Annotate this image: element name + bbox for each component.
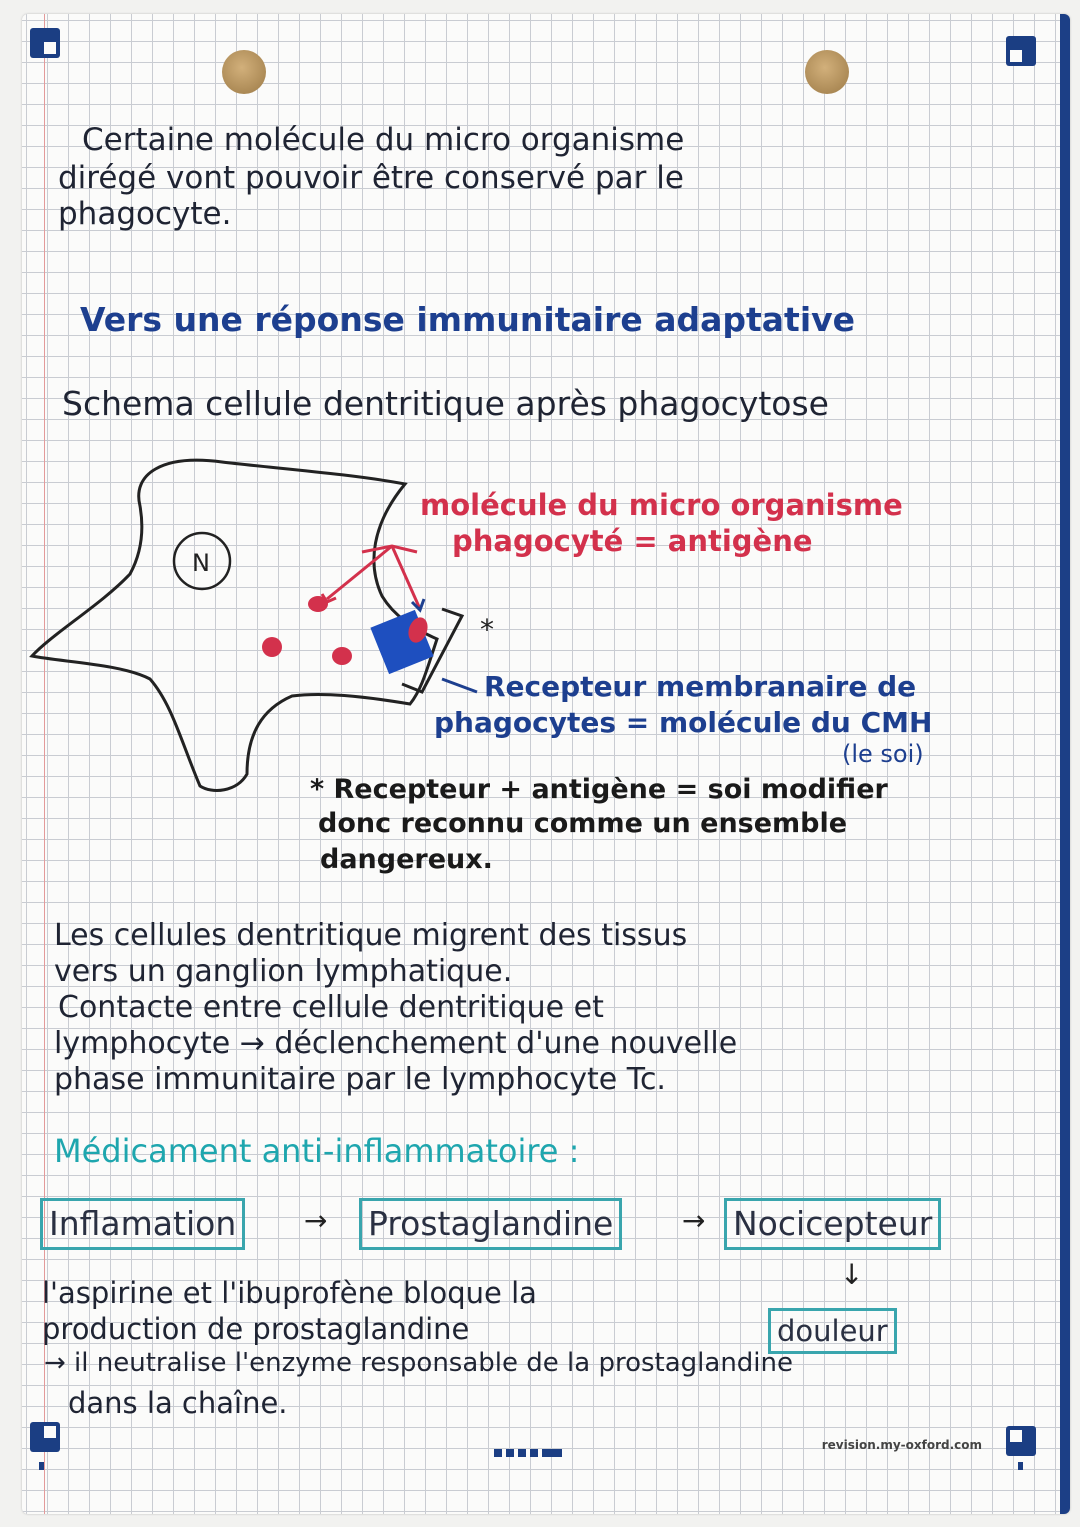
flow-arrow-2: → [682,1204,706,1237]
intro-line-1: Certaine molécule du micro organisme [82,122,685,158]
punch-hole-right [805,50,849,94]
aspirin-line-3: → il neutralise l'enzyme responsable de la prostaglandine [44,1348,793,1378]
intro-line-3: phagocyte. [58,196,232,232]
dendritic-cell-outline [32,460,437,790]
receptor-label-line-2: phagocytes = molécule du CMH [434,706,933,739]
corner-mark-top-left [30,28,60,58]
antigen-label-line-1: molécule du micro organisme [420,488,903,522]
red-arrow-left [327,546,392,599]
aspirin-line-2: production de prostaglandine [42,1312,470,1346]
note-line-2: donc reconnu comme un ensemble [318,808,848,839]
nucleus-label: N [192,549,210,577]
antigen-dot-2 [262,637,282,657]
migration-line-5: phase immunitaire par le lymphocyte Tc. [54,1062,666,1097]
migration-line-3: Contacte entre cellule dentritique et [58,990,604,1025]
punch-hole-left [222,50,266,94]
flow-box-nocicepteur: Nocicepteur [724,1198,941,1250]
red-arrow-right [392,546,420,609]
aspirin-line-4: dans la chaîne. [68,1386,288,1420]
antigen-dot-3 [332,647,352,665]
flow-box-douleur: douleur [768,1308,897,1354]
note-line-3: dangereux. [320,844,493,875]
flow-arrow-down: ↓ [840,1258,864,1291]
receptor-label-line-3: (le soi) [842,740,924,768]
flow-box-inflamation: Inflamation [40,1198,245,1250]
migration-line-1: Les cellules dentritique migrent des tissus [54,918,688,953]
corner-mark-bottom-left [30,1422,60,1452]
corner-tick-left [39,1462,44,1470]
receptor-label-line-1: Recepteur membranaire de [484,670,917,703]
blue-arrow-receptor [442,679,477,692]
flow-box-prostaglandine: Prostaglandine [359,1198,622,1250]
flow-arrow-1: → [304,1204,328,1237]
medication-title: Médicament anti-inflammatoire : [54,1132,580,1170]
migration-line-2: vers un ganglion lymphatique. [54,954,513,989]
section-title: Vers une réponse immunitaire adaptative [80,300,856,339]
intro-line-2: dirégé vont pouvoir être conservé par le [58,160,684,196]
corner-mark-bottom-right [1006,1426,1036,1456]
migration-line-4: lymphocyte → déclenchement d'une nouvelle [54,1026,738,1061]
corner-mark-top-right [1006,36,1036,66]
note-line-1: * Recepteur + antigène = soi modifier [310,774,888,805]
schema-title: Schema cellule dentritique après phagocytose [62,384,829,423]
star-marker: * [480,613,494,646]
aspirin-line-1: l'aspirine et l'ibuprofène bloque la [42,1276,537,1310]
antigen-label-line-2: phagocyté = antigène [452,524,813,558]
corner-tick-right [1018,1462,1023,1470]
footer-decoration [494,1442,584,1450]
revision-card [22,14,1070,1514]
footer-url: revision.my-oxford.com [821,1438,982,1452]
